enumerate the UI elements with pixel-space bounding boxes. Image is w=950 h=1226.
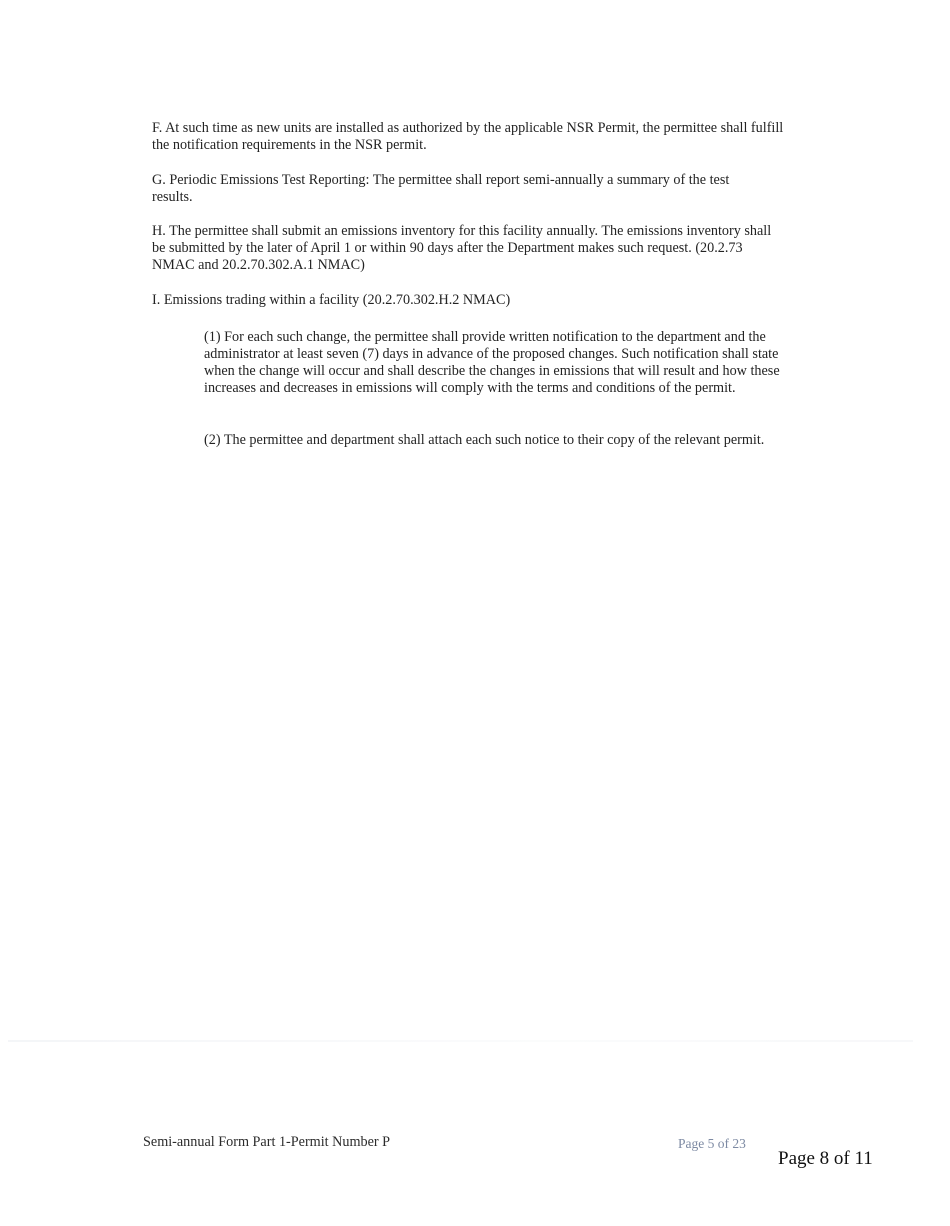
paragraph-i: I. Emissions trading within a facility (20.2.70.302.H.2 NMAC) — [152, 292, 511, 308]
paragraph-i-2: (2) The permittee and department shall attach each such notice to their copy of the relevant permit. — [204, 432, 765, 448]
paragraph-i-1: (1) For each such change, the permittee shall provide written notification to the department and the administrator at least seven (7) days in advance of the proposed changes. Such notification shall state when the change will occur and shall describe the changes in emissions that will result and how these increases and decreases in emissions will comply with the terms and conditions of the permit. — [204, 329, 780, 396]
paragraph-h: H. The permittee shall submit an emissions inventory for this facility annually. The emissions inventory shall be submitted by the later of April 1 or within 90 days after the Department makes such request. (20.2.73 NMAC and 20.2.70.302.A.1 NMAC) — [152, 223, 772, 273]
paragraph-f: F. At such time as new units are installed as authorized by the applicable NSR Permit, the permittee shall fulfill the notification requirements in the NSR permit. — [152, 120, 784, 153]
footer-form-page-number: Page 5 of 23 — [678, 1136, 746, 1151]
scan-artifact-line — [8, 1040, 913, 1042]
footer-form-label: Semi-annual Form Part 1-Permit Number P — [143, 1134, 391, 1150]
footer-document-page-number: Page 8 of 11 — [778, 1148, 873, 1169]
paragraph-g: G. Periodic Emissions Test Reporting: The permittee shall report semi-annually a summary of the test results. — [152, 172, 730, 205]
